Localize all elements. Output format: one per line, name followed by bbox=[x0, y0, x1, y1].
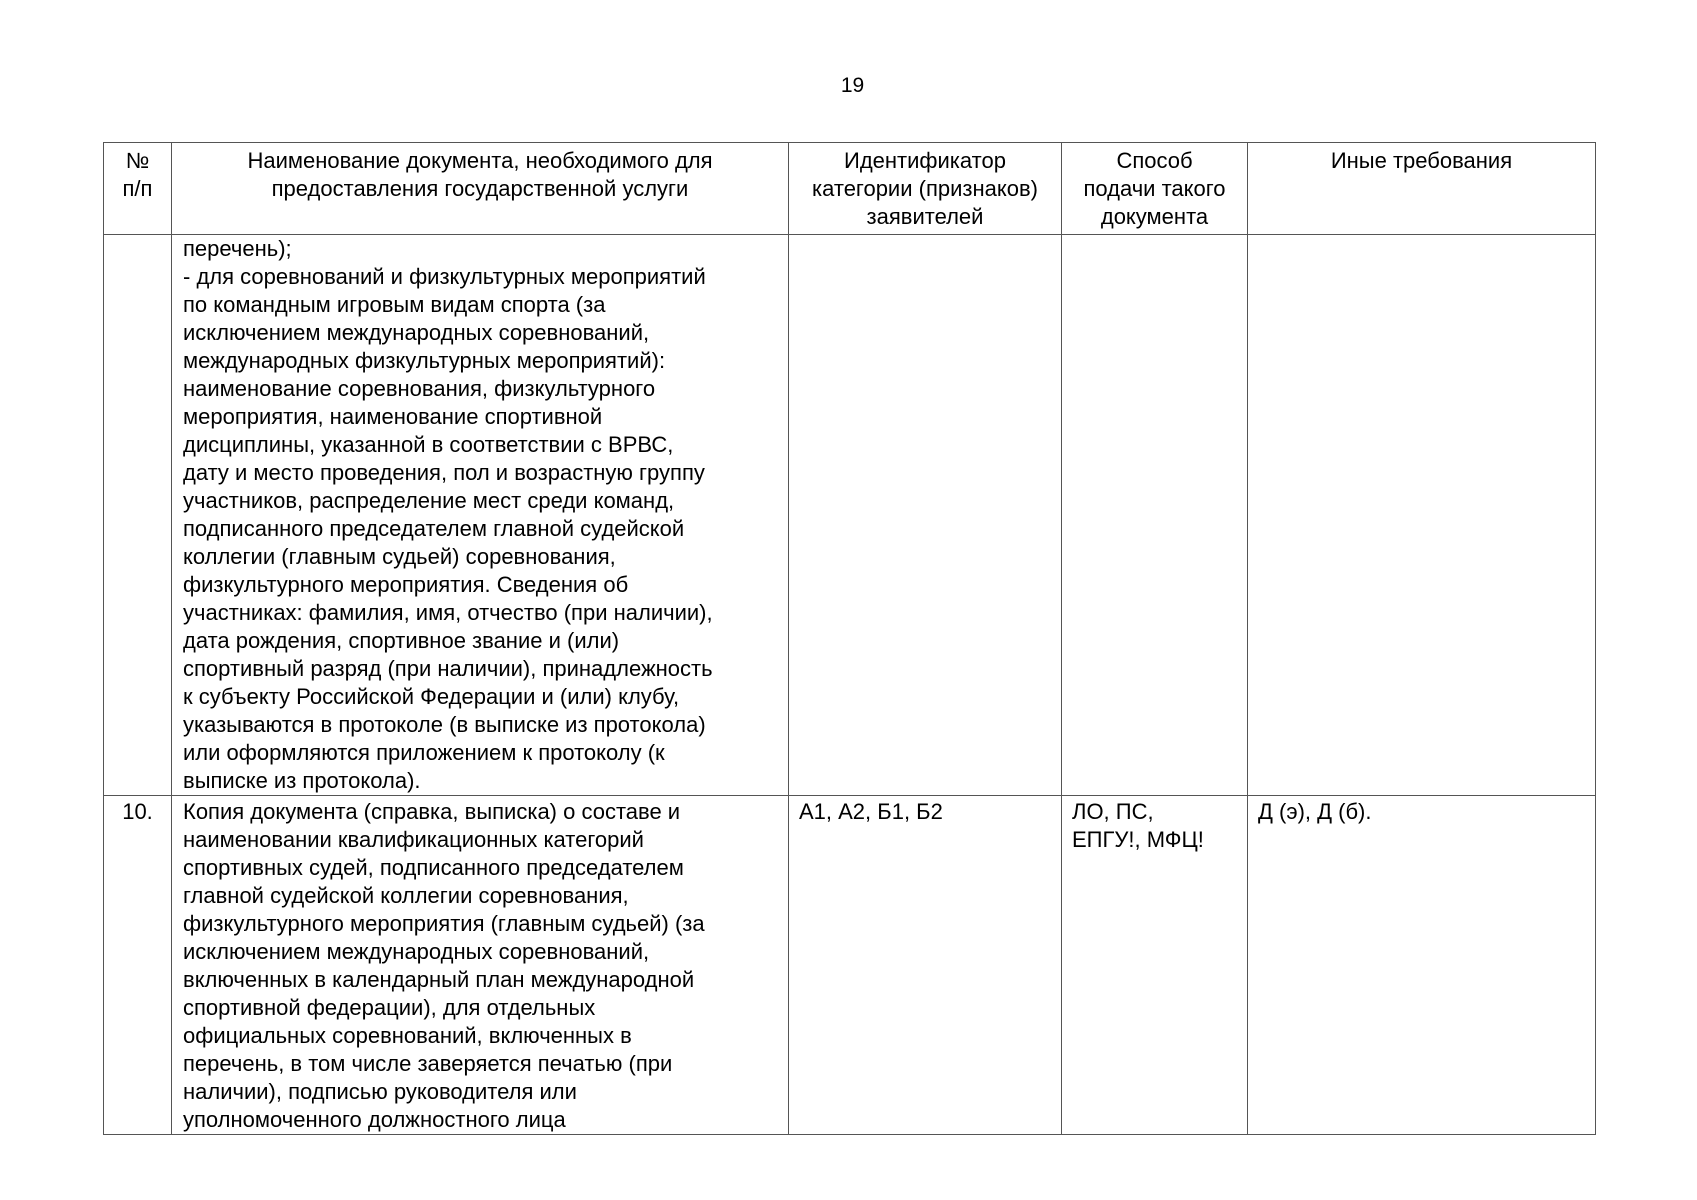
row-applicant-category-identifier bbox=[789, 235, 1062, 796]
row-num bbox=[104, 235, 172, 796]
row-num: 10. bbox=[104, 796, 172, 1135]
header-applicant-category-identifier: Идентификатор категории (признаков) заявителей bbox=[789, 143, 1062, 235]
header-document-name: Наименование документа, необходимого для предоставления государственной услуги bbox=[172, 143, 789, 235]
table-row bbox=[104, 235, 1596, 796]
row-submission-method bbox=[1062, 235, 1248, 796]
row-document-name: перечень); - для соревнований и физкультурных мероприятий по командным игровым видам спорта (за исключением международных соревнований, международных физкультурных мероприятий): наименование соревнования, физкультурного мероприятия, наименование спортивной дисциплины, указанной в соответствии с ВРВС, дату и место проведения, пол и возрастную группу участников, распределение мест среди команд, подписанного председателем главной судейской коллегии (главным судьей) соревнования, физкультурного мероприятия. Сведения об участниках: фамилия, имя, отчество (при наличии), дата рождения, спортивное звание и (или) спортивный разряд (при наличии), принадлежность к субъекту Российской Федерации и (или) клубу, указываются в протоколе (в выписке из протокола) или оформляются приложением к протоколу (к выписке из протокола). bbox=[172, 235, 789, 796]
header-submission-method: Способ подачи такого документа bbox=[1062, 143, 1248, 235]
header-other-requirements: Иные требования bbox=[1248, 143, 1596, 235]
header-num: № п/п bbox=[104, 143, 172, 235]
row-document-name: Копия документа (справка, выписка) о составе и наименовании квалификационных категорий спортивных судей, подписанного председателем главной судейской коллегии соревнования, физкультурного мероприятия (главным судьей) (за исключением международных соревнований, включенных в календарный план международной спортивной федерации), для отдельных официальных соревнований, включенных в перечень, в том числе заверяется печатью (при наличии), подписью руководителя или уполномоченного должностного лица bbox=[172, 796, 789, 1135]
row-other-requirements: Д (э), Д (б). bbox=[1248, 796, 1596, 1135]
page-number: 19 bbox=[840, 74, 865, 97]
table-header-row bbox=[104, 143, 1596, 235]
row-other-requirements bbox=[1248, 235, 1596, 796]
row-submission-method: ЛО, ПС, ЕПГУ!, МФЦ! bbox=[1062, 796, 1248, 1135]
documents-table bbox=[103, 142, 1596, 1135]
table-row bbox=[104, 796, 1596, 1135]
row-applicant-category-identifier: А1, А2, Б1, Б2 bbox=[789, 796, 1062, 1135]
